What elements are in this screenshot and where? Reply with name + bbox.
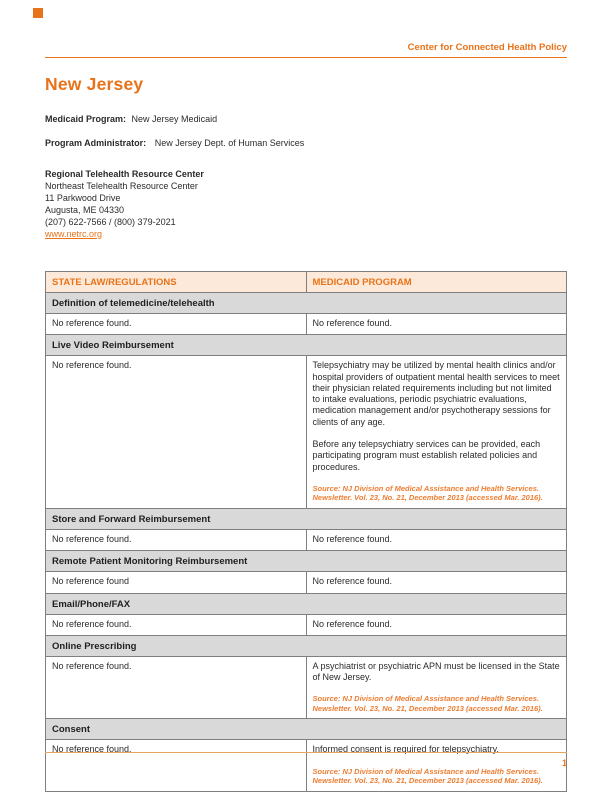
section-title-definition: Definition of telemedicine/telehealth [46,293,567,314]
doc-header [45,42,567,58]
cell-remote-monitoring-medicaid [306,572,567,593]
cell-store-forward-state-law [46,529,307,550]
section-title-email-phone-fax: Email/Phone/FAX [46,593,567,614]
cell-paragraph: No reference found. [312,318,393,328]
section-title-online-prescribing: Online Prescribing [46,635,567,656]
section-row-email-phone-fax [46,593,567,614]
cell-paragraph: No reference found [52,576,130,587]
data-row-remote-monitoring [46,572,567,593]
cell-paragraph: No reference found. [52,318,132,328]
cell-email-phone-fax-medicaid [306,614,567,635]
section-row-definition [46,293,567,314]
cell-store-forward-medicaid [306,529,567,550]
program-administrator-value: New Jersey Dept. of Human Services [154,138,305,148]
data-row-online-prescribing [46,656,567,719]
cell-definition-state-law [46,314,307,335]
policy-table-body [46,293,567,792]
policy-table-header-row [46,272,567,293]
data-row-definition [46,314,567,335]
cell-paragraph: No reference found. [52,533,132,544]
cell-paragraph: No reference found. [52,660,132,671]
policy-table-head [46,272,567,293]
medicaid-program-value: New Jersey Medicaid [131,114,218,124]
page-number: 1 [561,758,567,768]
cell-remote-monitoring-state-law [46,572,307,593]
section-row-consent [46,719,567,740]
policy-table [45,271,567,792]
cell-paragraph: Telepsychiatry may be utilized by mental health clinics and/or hospital providers of outpatient mental health services to meet their physician related requirements including but not limited to intake evaluations, periodic psychiatric evaluations, medication management and/or psychotherapy sessions for clients of any age. [312,360,560,427]
column-header-state-law: STATE LAW/REGULATIONS [46,272,307,293]
page-content [45,42,567,792]
cell-online-prescribing-state-law [46,656,307,719]
program-administrator-label: Program Administrator: [45,138,147,148]
program-administrator-line [45,138,567,148]
source-citation: Source: NJ Division of Medical Assistance and Health Services. Newsletter. Vol. 23, No. 21, December 2013 (accessed Mar. 2016). [312,766,543,786]
cell-live-video-medicaid [306,356,567,509]
cell-live-video-state-law [46,356,307,509]
header-rule [45,57,567,58]
cell-paragraph: Informed consent is required for telepsychiatry. [312,744,499,755]
rtrc-heading: Regional Telehealth Resource Center [45,169,204,179]
rtrc-street: 11 Parkwood Drive [45,193,121,203]
cell-definition-medicaid [306,314,567,335]
medicaid-program-line [45,114,567,124]
medicaid-program-label: Medicaid Program: [45,114,127,124]
section-row-remote-monitoring [46,551,567,572]
section-title-live-video: Live Video Reimbursement [46,335,567,356]
section-row-store-forward [46,508,567,529]
rtrc-website-link[interactable]: www.netrc.org [45,229,103,239]
section-row-live-video [46,335,567,356]
cell-paragraph: No reference found. [52,360,132,371]
rtrc-org-name: Northeast Telehealth Resource Center [45,181,198,191]
page-footer [45,752,567,768]
data-row-email-phone-fax [46,614,567,635]
section-title-consent: Consent [46,719,567,740]
source-citation: Source: NJ Division of Medical Assistance and Health Services. Newsletter. Vol. 23, No. 21, December 2013 (accessed Mar. 2016). [312,483,543,503]
cell-paragraph: A psychiatrist or psychiatric APN must be licensed in the State of New Jersey. [312,660,560,683]
rtrc-phone: (207) 622-7566 / (800) 379-2021 [45,217,176,227]
source-citation: Source: NJ Division of Medical Assistance and Health Services. Newsletter. Vol. 23, No. 21, December 2013 (accessed Mar. 2016). [312,694,543,713]
column-header-medicaid-program: MEDICAID PROGRAM [306,272,567,293]
section-row-online-prescribing [46,635,567,656]
data-row-store-forward [46,529,567,550]
rtrc-city-state-zip: Augusta, ME 04330 [45,205,125,215]
corner-square-mark [33,8,43,18]
section-title-remote-monitoring: Remote Patient Monitoring Reimbursement [46,551,567,572]
page-title: New Jersey [45,74,144,94]
cell-paragraph: No reference found. [312,533,393,544]
cell-paragraph: No reference found. [52,744,132,755]
footer-rule [45,752,567,753]
data-row-live-video [46,356,567,509]
cell-online-prescribing-medicaid [306,656,567,719]
rtrc-block [45,168,567,240]
cell-paragraph: Before any telepsychiatry services can be provided, each participating program must establish related policies and procedures. [312,439,541,472]
cell-paragraph: No reference found. [312,618,393,629]
cell-paragraph: No reference found. [52,618,132,629]
cell-paragraph: No reference found. [312,576,393,587]
cell-email-phone-fax-state-law [46,614,307,635]
section-title-store-forward: Store and Forward Reimbursement [46,508,567,529]
org-name-header: Center for Connected Health Policy [407,42,567,53]
